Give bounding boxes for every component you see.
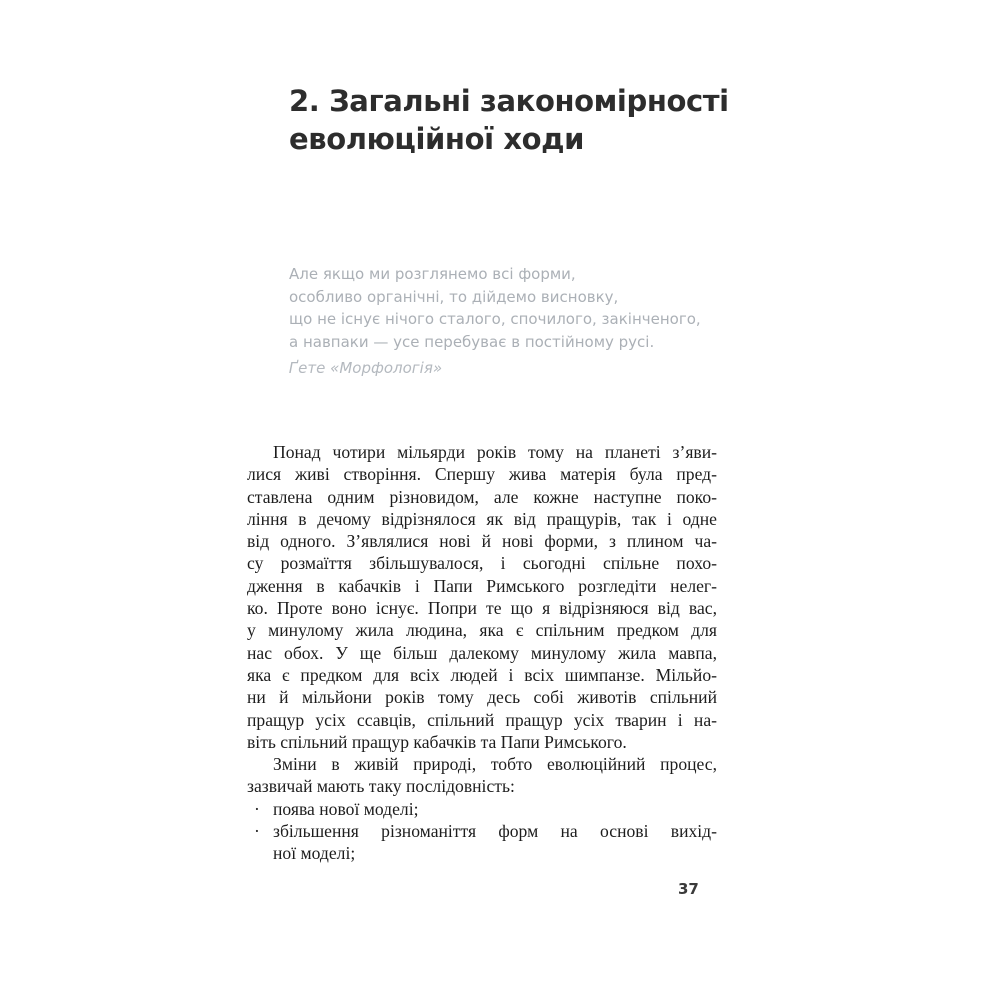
epigraph-line: особливо органічні, то дійдемо висновку, (289, 287, 619, 306)
bullet-line: збільшення різноманіття форм на основі вихід- (273, 821, 717, 842)
body-line: зазвичай мають таку послідовність: (247, 776, 515, 797)
epigraph-line: що не існує нічого сталого, спочилого, закінченого, (289, 310, 701, 328)
bullet-marker: · (254, 798, 260, 819)
bullet-marker: · (254, 821, 260, 842)
chapter-title-line-2: еволюційної ходи (289, 122, 585, 156)
body-line: дження в кабачків і Папи Римського розгледіти нелег- (247, 575, 717, 596)
body-line: у минулому жила людина, яка є спільним предком для (247, 620, 717, 641)
bullet-text (273, 798, 717, 820)
body-line: Понад чотири мільярди років тому на планеті з’яви- (273, 442, 717, 462)
bullet-item (247, 798, 717, 820)
chapter-title-line-1: 2. Загальні закономірності (289, 84, 729, 118)
body-line: ставлена одним різновидом, але кожне наступне поко- (247, 486, 717, 507)
epigraph-line: Але якщо ми розглянемо всі форми, (289, 265, 576, 283)
bullet-line: поява нової моделі; (273, 798, 419, 819)
body-line: су розмаїття збільшувалося, і сьогодні спільне похо- (247, 553, 717, 574)
body-line: лися живі створіння. Спершу жива матерія була пред- (247, 464, 717, 485)
body-text (247, 441, 717, 865)
body-line: нас обох. У ще більш далекому минулому жила мавпа, (247, 642, 717, 663)
bullet-text (273, 820, 717, 865)
bullet-item (247, 820, 717, 865)
body-line: Зміни в живій природі, тобто еволюційний процес, (273, 754, 717, 775)
body-line: яка є предком для всіх людей і всіх шимпанзе. Мільйо- (247, 664, 717, 685)
epigraph (289, 263, 719, 380)
epigraph-attribution: Ґете «Морфологія» (289, 359, 443, 377)
body-line: ни й мільйони років тому десь собі животів спільний (247, 687, 717, 708)
epigraph-line: а навпаки — усе перебуває в постійному русі. (289, 332, 655, 351)
chapter-title (289, 82, 729, 158)
body-line: ко. Проте воно існує. Попри те що я відрізняюся від вас, (247, 598, 717, 619)
bullet-line: ної моделі; (273, 843, 356, 864)
body-line: віть спільний пращур кабачків та Папи Римського. (247, 731, 627, 752)
page-number: 37 (678, 880, 699, 898)
body-line: пращур усіх ссавців, спільний пращур усіх тварин і на- (247, 709, 717, 730)
body-line: ління в дечому відрізнялося як від пращурів, так і одне (247, 508, 717, 529)
body-line: від одного. З’являлися нові й нові форми, з плином ча- (247, 531, 717, 552)
